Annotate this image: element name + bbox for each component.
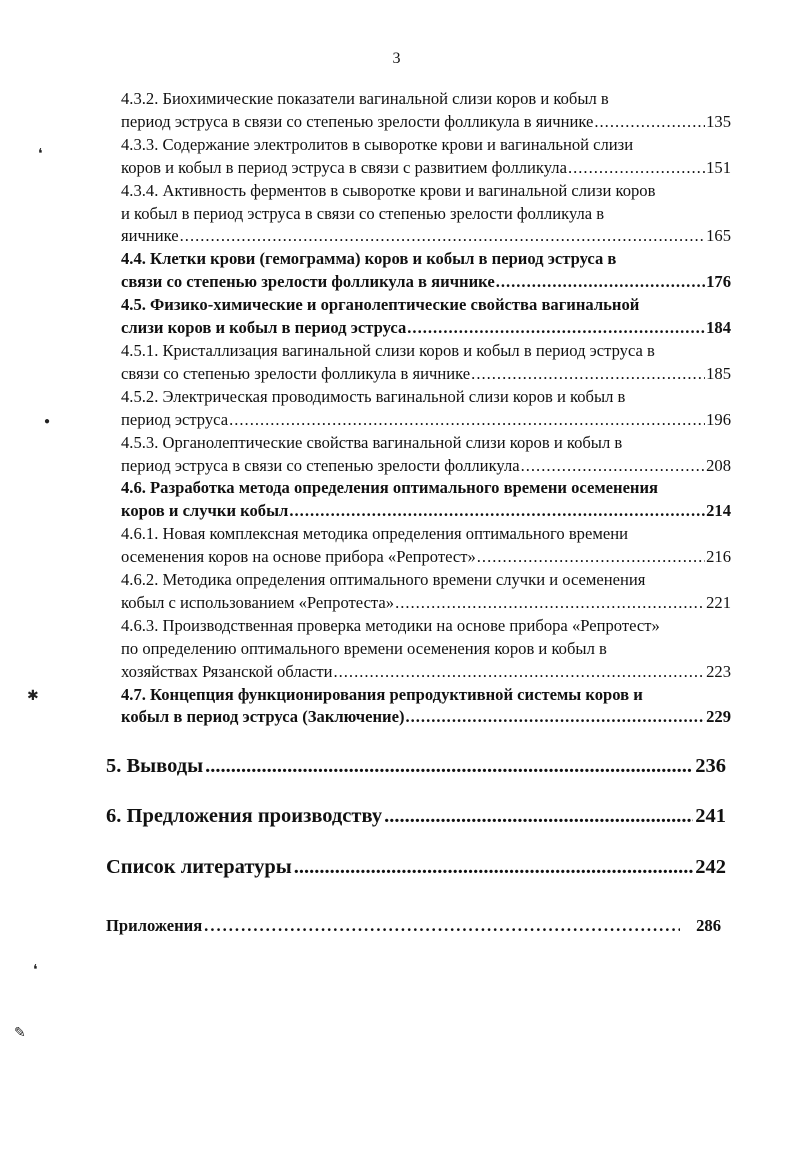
toc-entry-line: и кобыл в период эструса в связи со степенью зрелости фолликула в [121,203,605,223]
toc-entry [121,569,731,615]
leader-dots [594,111,705,134]
toc-entry-line: 4.3.3. Содержание электролитов в сыворотке крови и вагинальной слизи [121,134,634,154]
toc-entry-leader-line [121,661,731,684]
leader-dots [204,916,680,936]
toc-entry-line: 4.5. Физико-химические и органолептические свойства вагинальной [121,295,640,315]
toc-entry-line: 4.6.3. Производственная проверка методики на основе прибора «Репротест» [121,615,660,635]
leader-dots [521,455,706,478]
toc-entry-leader-line [121,592,731,615]
toc-entry [121,88,731,134]
toc-entry [121,432,731,478]
leader-dots [477,546,705,569]
toc-entry [121,684,731,730]
chapter-page: 242 [695,856,726,878]
toc-entry [121,523,731,569]
toc-entry-last-line: связи со степенью зрелости фолликула в яичнике [121,272,495,292]
appendix-title: Приложения [106,916,203,935]
chapter-page: 241 [695,805,726,827]
toc-entry-last-line: кобыл с использованием «Репротеста» [121,592,395,612]
scan-mark-icon: ❛ [33,963,38,978]
toc-entry-page: 214 [706,501,731,521]
toc-entry-line: по определению оптимального времени осеменения коров и кобыл в [121,638,607,658]
toc-entry-leader-line [121,225,731,248]
scan-dot-icon: ● [44,416,51,427]
toc-entry-page: 185 [706,363,731,383]
toc-entry-leader-line [121,317,731,340]
toc-entry-page: 221 [706,592,731,612]
page-number: 3 [392,50,401,67]
toc-entry-page: 196 [706,409,731,429]
appendix-page: 286 [696,916,721,935]
chapter-page: 236 [695,755,726,777]
toc-entry-line: 4.5.2. Электрическая проводимость вагинальной слизи коров и кобыл в [121,386,626,406]
toc-chapter-proposals [106,805,726,828]
leader-dots [384,805,693,828]
toc-entry-last-line: осеменения коров на основе прибора «Репротест» [121,547,476,567]
toc-entry-leader-line [121,706,731,729]
toc-entry [121,615,731,684]
leader-dots [407,317,705,340]
toc-entry-last-line: связи со степенью зрелости фолликула в яичнике [121,363,471,383]
toc-entry-line: 4.3.4. Активность ферментов в сыворотке крови и вагинальной слизи коров [121,180,656,200]
toc-entry [121,180,731,249]
toc-entry-page: 184 [706,318,731,338]
toc-entry-last-line: коров и случки кобыл [121,501,289,521]
toc-entry [121,340,731,386]
toc-entry-line: 4.7. Концепция функционирования репродуктивной системы коров и [121,684,643,704]
toc-entry-last-line: слизи коров и кобыл в период эструса [121,318,407,338]
leader-dots [289,500,705,523]
toc-entry-line: 4.6.2. Методика определения оптимального времени случки и осеменения [121,570,646,590]
toc-entry-last-line: период эструса [121,409,229,429]
toc-chapter-references [106,856,726,879]
toc-entry-last-line: коров и кобыл в период эструса в связи с развитием фолликула [121,157,567,177]
toc-chapter-conclusions [106,755,726,778]
toc-entry-page: 216 [706,547,731,567]
toc-entry-leader-line [121,455,731,478]
leader-dots [405,706,705,729]
leader-dots [294,856,693,879]
toc-entry-leader-line [121,157,731,180]
chapter-title: Список литературы [106,856,292,878]
toc-entry-last-line: период эструса в связи со степенью зрелости фолликула в яичнике [121,111,594,131]
toc-entry-line: 4.5.1. Кристаллизация вагинальной слизи коров и кобыл в период эструса в [121,340,655,360]
toc-entry [121,386,731,432]
toc-entry-page: 165 [706,226,731,246]
toc-entry-last-line: хозяйствах Рязанской области [121,661,333,681]
leader-dots [229,409,705,432]
chapter-title: 6. Предложения производству [106,805,383,827]
toc-entry-last-line: яичнике [121,226,179,246]
toc-entry-page: 208 [706,455,731,475]
toc-entry-line: 4.6. Разработка метода определения оптимального времени осеменения [121,478,659,498]
toc-entry-leader-line [121,500,731,523]
leader-dots [496,271,705,294]
toc-entry-line: 4.3.2. Биохимические показатели вагинальной слизи коров и кобыл в [121,89,609,108]
toc-appendix [106,916,721,936]
scan-mark-icon: ❛ [38,147,43,162]
leader-dots [568,157,705,180]
toc-entry [121,248,731,294]
toc-entry-page: 135 [706,111,731,131]
scan-mark-icon: ✎ [14,1026,26,1041]
toc-entry-leader-line [121,409,731,432]
leader-dots [395,592,705,615]
toc-entry-leader-line [121,546,731,569]
toc-entry-leader-line [121,363,731,386]
toc-entry-last-line: кобыл в период эструса (Заключение) [121,707,405,727]
toc-entry [121,477,731,523]
toc-entry-page: 176 [706,272,731,292]
table-of-contents [121,88,731,729]
toc-entry-leader-line [121,271,731,294]
toc-entry [121,294,731,340]
toc-entry-page: 229 [706,707,731,727]
scan-mark-icon: ✱ [27,689,39,704]
toc-entry-page: 223 [706,661,731,681]
toc-entry-last-line: период эструса в связи со степенью зрелости фолликула [121,455,520,475]
toc-entry [121,134,731,180]
toc-entry-page: 151 [706,157,731,177]
toc-entry-leader-line [121,111,731,134]
toc-entry-line: 4.6.1. Новая комплексная методика определения оптимального времени [121,524,628,544]
leader-dots [205,755,693,778]
leader-dots [471,363,705,386]
toc-entry-line: 4.5.3. Органолептические свойства вагинальной слизи коров и кобыл в [121,432,623,452]
leader-dots [180,225,705,248]
toc-entry-line: 4.4. Клетки крови (гемограмма) коров и кобыл в период эструса в [121,249,617,269]
chapter-title: 5. Выводы [106,755,204,777]
leader-dots [333,661,705,684]
